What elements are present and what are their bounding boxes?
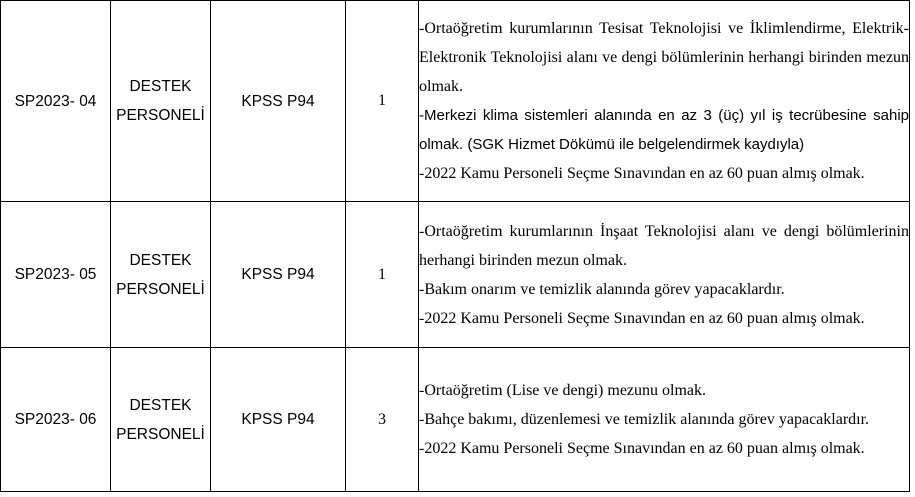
requirement-item: -Bahçe bakımı, düzenlemesi ve temizlik alanında görev yapacaklardır. bbox=[419, 411, 870, 428]
requirement-item: -Bakım onarım ve temizlik alanında görev yapacaklardır. bbox=[419, 280, 785, 298]
position-title-line: DESTEK bbox=[129, 251, 192, 269]
exam-score-type: KPSS P94 bbox=[211, 202, 346, 348]
position-code: SP2023- 04 bbox=[1, 1, 111, 202]
table-row bbox=[1, 202, 910, 348]
position-title-line: PERSONELİ bbox=[116, 280, 205, 298]
requirement-item: -Ortaöğretim (Lise ve dengi) mezunu olmak. bbox=[419, 382, 707, 399]
position-title bbox=[111, 202, 211, 348]
position-title bbox=[111, 1, 211, 202]
position-code: SP2023- 05 bbox=[1, 202, 111, 348]
table-row bbox=[1, 1, 910, 202]
position-count: 3 bbox=[346, 348, 419, 492]
requirement-item: -2022 Kamu Personeli Seçme Sınavından en az 60 puan almış olmak. bbox=[419, 165, 865, 182]
exam-score-type: KPSS P94 bbox=[211, 348, 346, 492]
requirement-item: -Merkezi klima sistemleri alanında en az 3 (üç) yıl iş tecrübesine sahip olmak. (SGK Hizmet Dökümü ile belgelendirmek kaydıyla) bbox=[419, 107, 909, 153]
position-title bbox=[111, 348, 211, 492]
requirement-item: -Ortaöğretim kurumlarının Tesisat Teknolojisi ve İklimlendirme, Elektrik- Elektronik Teknolojisi alanı ve dengi bölümlerinin herhangi birinden mezun olmak. bbox=[419, 20, 909, 95]
position-count: 1 bbox=[346, 202, 419, 348]
position-count: 1 bbox=[346, 1, 419, 202]
requirement-item: -2022 Kamu Personeli Seçme Sınavından en az 60 puan almış olmak. bbox=[419, 440, 865, 457]
position-code: SP2023- 06 bbox=[1, 348, 111, 492]
exam-score-type: KPSS P94 bbox=[211, 1, 346, 202]
position-title-line: PERSONELİ bbox=[116, 107, 205, 124]
requirement-item: -Ortaöğretim kurumlarının İnşaat Teknolojisi alanı ve dengi bölümlerinin herhangi birinden mezun olmak. bbox=[419, 222, 909, 269]
requirements-cell bbox=[419, 1, 910, 202]
requirements-cell bbox=[419, 348, 910, 492]
position-title-line: PERSONELİ bbox=[116, 425, 205, 443]
position-title-line: DESTEK bbox=[129, 78, 192, 95]
position-title-line: DESTEK bbox=[129, 396, 192, 414]
table-row bbox=[1, 348, 910, 492]
requirement-item: -2022 Kamu Personeli Seçme Sınavından en az 60 puan almış olmak. bbox=[419, 309, 865, 327]
requirements-cell bbox=[419, 202, 910, 348]
